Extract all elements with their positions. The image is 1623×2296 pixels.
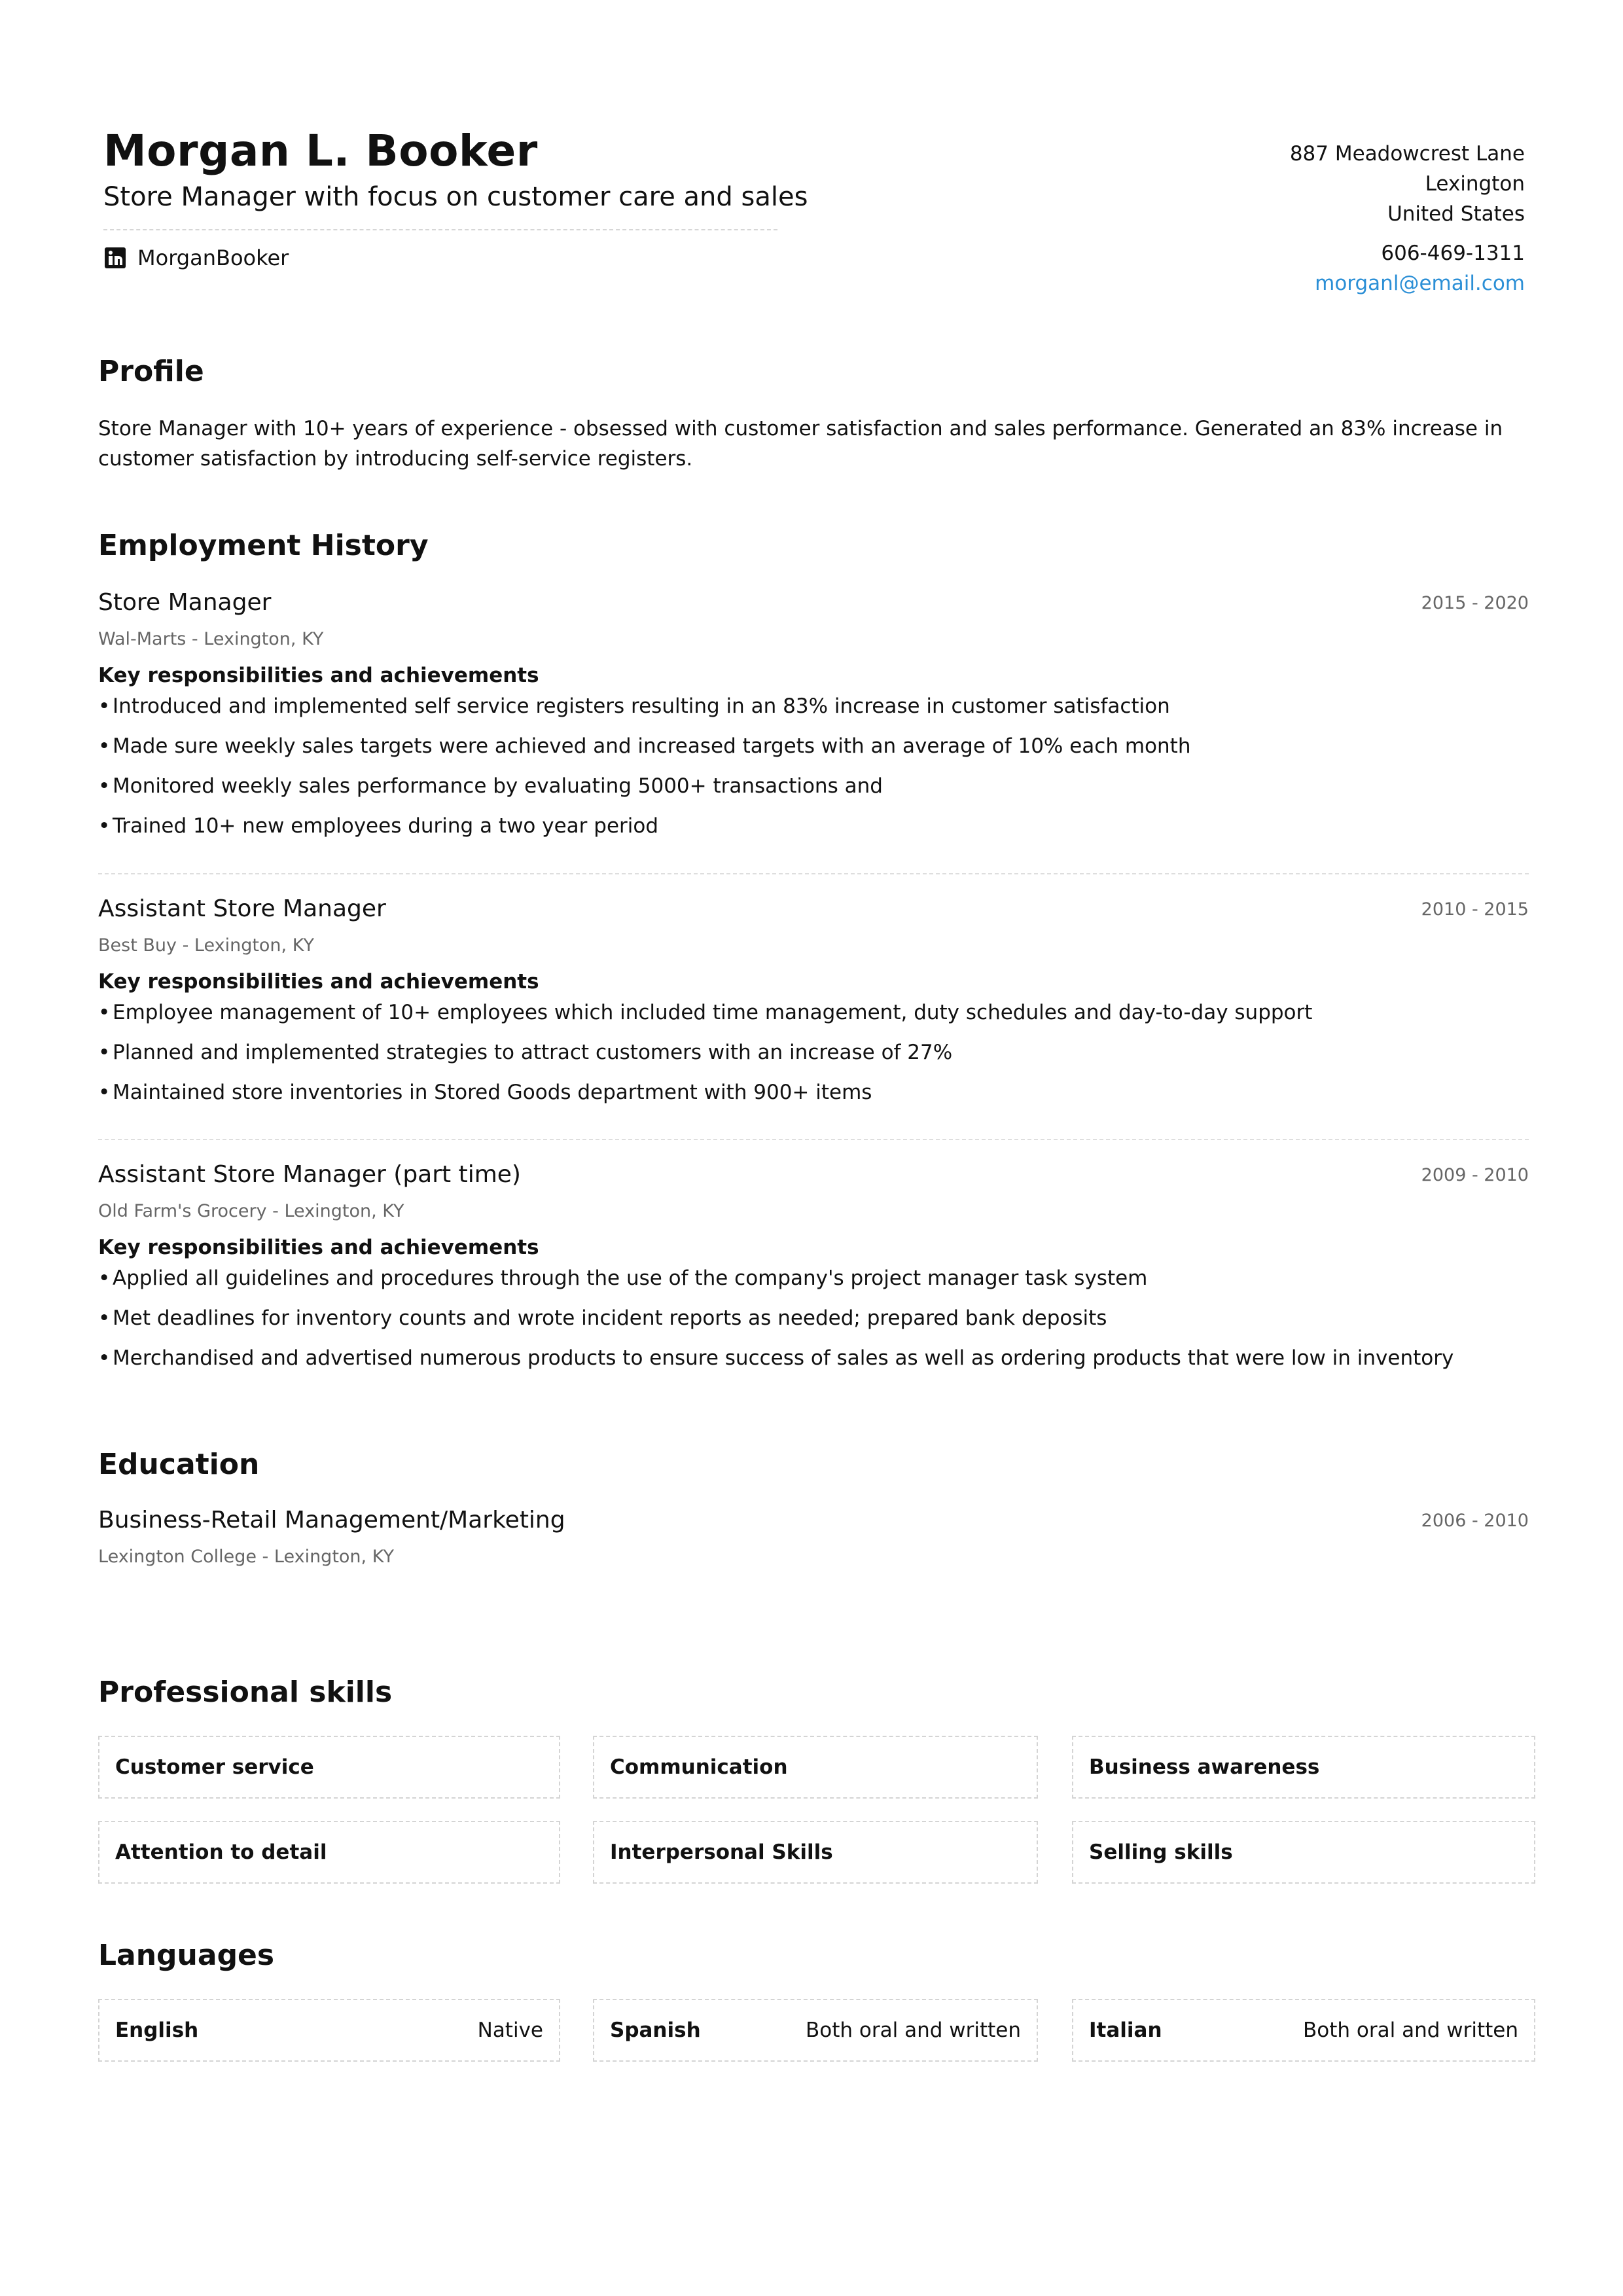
address-line-2: Lexington xyxy=(1425,172,1525,196)
job-bullet: • Met deadlines for inventory counts and wrote incident reports as needed; prepared bank deposits xyxy=(98,1303,1529,1333)
job-dates: 2010 - 2015 xyxy=(1421,899,1529,920)
languages-heading: Languages xyxy=(98,1939,275,1972)
language-tag xyxy=(593,1999,1038,2062)
job-dates: 2015 - 2020 xyxy=(1421,593,1529,613)
job-kra-heading: Key responsibilities and achievements xyxy=(98,664,539,687)
skill-tag xyxy=(593,1821,1038,1884)
candidate-subtitle: Store Manager with focus on customer care and sales xyxy=(103,182,808,212)
job-bullet: • Applied all guidelines and procedures through the use of the company's project manager task system xyxy=(98,1263,1529,1293)
contact-block xyxy=(1290,139,1525,298)
linkedin-link[interactable] xyxy=(105,243,289,272)
job-bullet: • Maintained store inventories in Stored Goods department with 900+ items xyxy=(98,1077,1529,1107)
job-bullet: • Planned and implemented strategies to attract customers with an increase of 27% xyxy=(98,1037,1529,1067)
job-entry xyxy=(98,895,1529,1117)
job-title: Assistant Store Manager xyxy=(98,895,386,922)
linkedin-handle: MorganBooker xyxy=(137,245,289,270)
language-name: Italian xyxy=(1089,2018,1162,2042)
job-kra-heading: Key responsibilities and achievements xyxy=(98,1236,539,1259)
address-line-1: 887 Meadowcrest Lane xyxy=(1289,142,1525,166)
job-title: Assistant Store Manager (part time) xyxy=(98,1161,521,1188)
language-level: Both oral and written xyxy=(806,2018,1021,2042)
employment-heading: Employment History xyxy=(98,529,429,562)
skill-label: Business awareness xyxy=(1089,1755,1320,1779)
skill-tag xyxy=(593,1736,1038,1799)
school-name: Lexington College - Lexington, KY xyxy=(98,1547,394,1567)
skill-label: Interpersonal Skills xyxy=(610,1840,833,1864)
skills-heading: Professional skills xyxy=(98,1676,393,1709)
job-bullet: • Employee management of 10+ employees which included time management, duty schedules and day-to-day support xyxy=(98,997,1529,1028)
header-divider xyxy=(103,229,777,230)
job-bullet-list xyxy=(98,691,1529,841)
profile-text: Store Manager with 10+ years of experience - obsessed with customer satisfaction and sales performance. Generated an 83% increase in customer satisfaction by introducing self-service registers. xyxy=(98,417,1503,471)
job-bullet: • Introduced and implemented self service registers resulting in an 83% increase in customer satisfaction xyxy=(98,691,1529,721)
language-tag xyxy=(98,1999,560,2062)
language-level: Native xyxy=(477,2018,543,2042)
language-name: Spanish xyxy=(610,2018,701,2042)
skill-tag xyxy=(98,1736,560,1799)
address-line-3: United States xyxy=(1387,202,1525,226)
job-kra-heading: Key responsibilities and achievements xyxy=(98,970,539,994)
job-company: Old Farm's Grocery - Lexington, KY xyxy=(98,1201,404,1221)
job-bullet-list xyxy=(98,1263,1529,1373)
skill-tag xyxy=(1072,1821,1535,1884)
email-link[interactable]: morganl@email.com xyxy=(1315,272,1525,295)
phone-number: 606-469-1311 xyxy=(1381,242,1525,265)
job-entry xyxy=(98,589,1529,851)
job-title: Store Manager xyxy=(98,589,272,616)
skill-tag xyxy=(1072,1736,1535,1799)
skill-label: Attention to detail xyxy=(115,1840,327,1864)
candidate-name: Morgan L. Booker xyxy=(103,126,538,176)
skill-label: Communication xyxy=(610,1755,788,1779)
education-dates: 2006 - 2010 xyxy=(1421,1511,1529,1531)
job-company: Best Buy - Lexington, KY xyxy=(98,935,314,956)
language-name: English xyxy=(115,2018,199,2042)
job-entry xyxy=(98,1161,1529,1383)
language-tag xyxy=(1072,1999,1535,2062)
job-divider xyxy=(98,1139,1529,1140)
job-divider xyxy=(98,873,1529,874)
job-dates: 2009 - 2010 xyxy=(1421,1165,1529,1185)
job-bullet: • Trained 10+ new employees during a two year period xyxy=(98,811,1529,841)
skill-label: Selling skills xyxy=(1089,1840,1233,1864)
profile-heading: Profile xyxy=(98,355,204,388)
job-bullet-list xyxy=(98,997,1529,1107)
job-bullet: • Monitored weekly sales performance by evaluating 5000+ transactions and xyxy=(98,771,1529,801)
education-heading: Education xyxy=(98,1448,260,1481)
skill-tag xyxy=(98,1821,560,1884)
language-level: Both oral and written xyxy=(1303,2018,1518,2042)
job-bullet: • Merchandised and advertised numerous products to ensure success of sales as well as ordering products that were low in inventory xyxy=(98,1343,1529,1373)
education-entry xyxy=(98,1507,1529,1567)
linkedin-icon xyxy=(105,247,126,268)
degree-title: Business-Retail Management/Marketing xyxy=(98,1507,565,1534)
job-bullet: • Made sure weekly sales targets were achieved and increased targets with an average of 10% each month xyxy=(98,731,1529,761)
job-company: Wal-Marts - Lexington, KY xyxy=(98,629,324,649)
skill-label: Customer service xyxy=(115,1755,314,1779)
